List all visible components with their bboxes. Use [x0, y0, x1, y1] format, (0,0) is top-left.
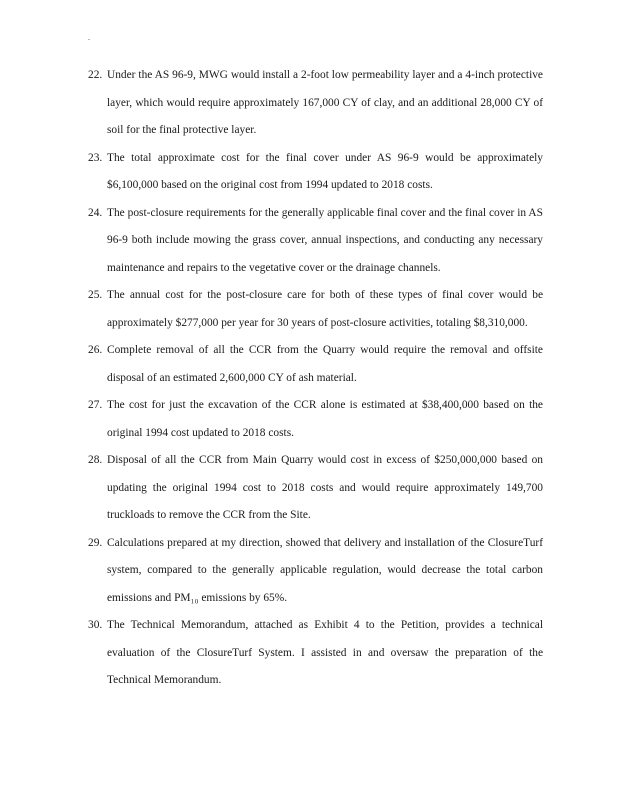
corner-mark: .: [88, 33, 90, 42]
paragraph-text: Calculations prepared at my direction, showed that delivery and installation of the ClosureTurf system, compared to the generally applicable regulation, would decrease the total carbon emissions and PM₁₀ emissions by 65%.: [107, 536, 543, 604]
paragraph-text: The total approximate cost for the final cover under AS 96-9 would be approximately $6,100,000 based on the original cost from 1994 updated to 2018 costs.: [107, 151, 543, 191]
paragraph-text: Disposal of all the CCR from Main Quarry would cost in excess of $250,000,000 based on updating the original 1994 cost to 2018 costs and would require approximately 149,700 truckloads to remove the CCR from the Site.: [107, 454, 543, 521]
paragraph-text: Complete removal of all the CCR from the Quarry would require the removal and offsite disposal of an estimated 2,600,000 CY of ash material.: [107, 344, 543, 384]
paragraph-number: 24.: [88, 206, 103, 219]
paragraph-number: 26.: [88, 344, 103, 356]
paragraph-number: 25.: [88, 289, 103, 301]
paragraph-25: [88, 282, 543, 337]
paragraph-number: 23.: [88, 151, 103, 164]
paragraph-number: 29.: [88, 536, 103, 549]
numbered-paragraph-list: [88, 62, 543, 695]
paragraph-number: 27.: [88, 399, 103, 411]
paragraph-text: The post-closure requirements for the generally applicable final cover and the final cover in AS 96-9 both include mowing the grass cover, annual inspections, and conducting any necessary maintenance and repairs to the vegetative cover or the drainage channels.: [107, 206, 543, 274]
paragraph-number: 22.: [88, 69, 103, 81]
paragraph-number: 28.: [88, 454, 103, 466]
paragraph-text: The Technical Memorandum, attached as Exhibit 4 to the Petition, provides a technical evaluation of the ClosureTurf System. I assisted in and oversaw the preparation of the Technical Memorandum.: [107, 619, 543, 686]
paragraph-26: [88, 337, 543, 392]
paragraph-27: [88, 392, 543, 447]
paragraph-number: 30.: [88, 619, 103, 631]
paragraph-28: [88, 447, 543, 530]
paragraph-29: [88, 530, 543, 613]
paragraph-30: [88, 612, 543, 695]
paragraph-23: [88, 145, 543, 200]
paragraph-22: [88, 62, 543, 145]
paragraph-24: [88, 200, 543, 283]
paragraph-text: The annual cost for the post-closure care for both of these types of final cover would be approximately $277,000 per year for 30 years of post-closure activities, totaling $8,310,000.: [107, 289, 543, 329]
paragraph-text: Under the AS 96-9, MWG would install a 2-foot low permeability layer and a 4-inch protective layer, which would require approximately 167,000 CY of clay, and an additional 28,000 CY of soil for the final protective layer.: [107, 69, 543, 136]
paragraph-text: The cost for just the excavation of the CCR alone is estimated at $38,400,000 based on the original 1994 cost updated to 2018 costs.: [107, 399, 543, 439]
